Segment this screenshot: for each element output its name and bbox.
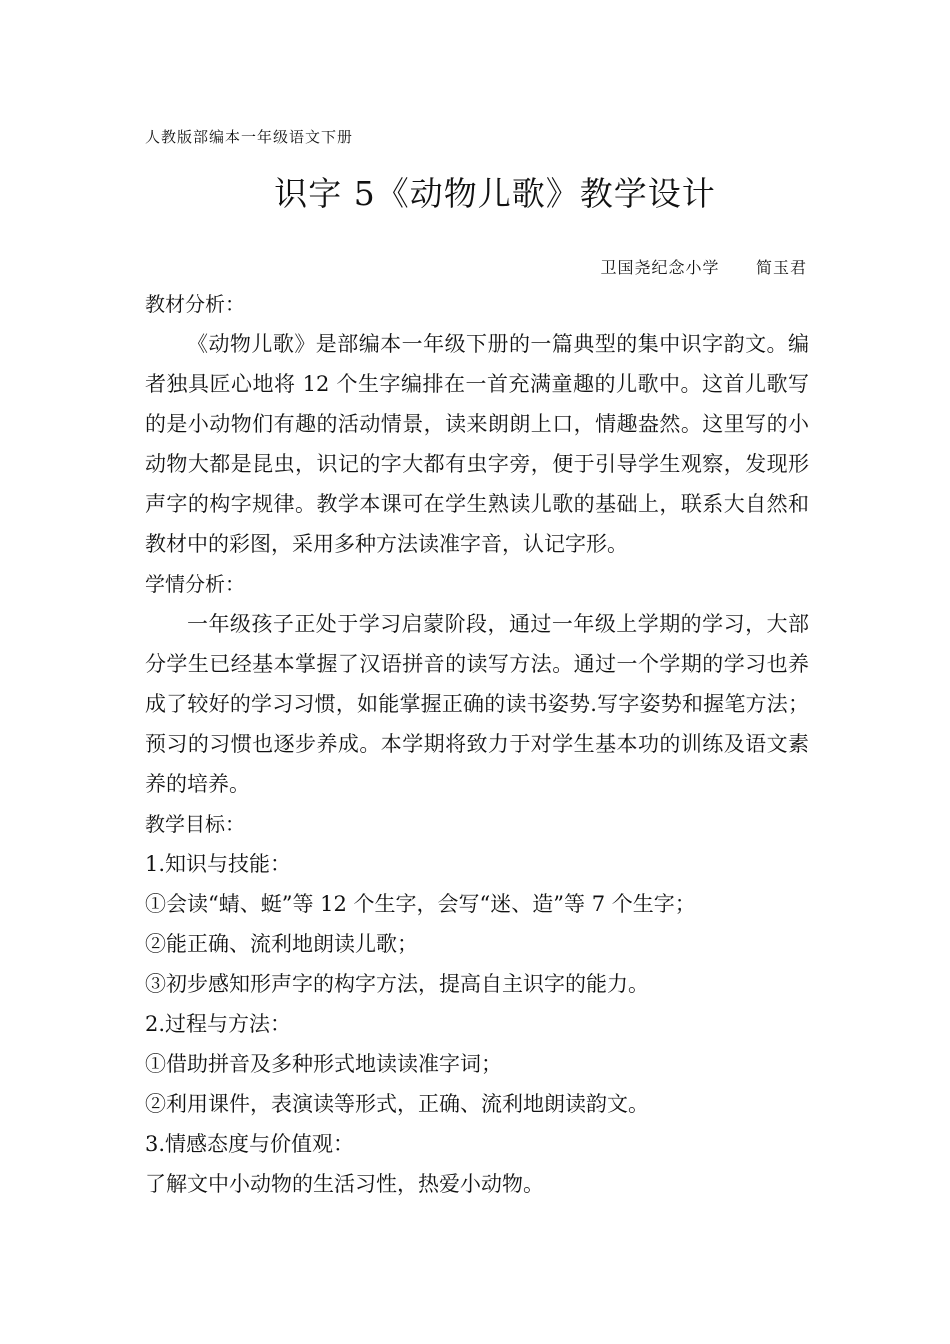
goal-knowledge-item: ③初步感知形声字的构字方法，提高自主识字的能力。 xyxy=(145,972,649,996)
textbook-note: 人教版部编本一年级语文下册 xyxy=(145,128,354,146)
goal-knowledge-heading: 1.知识与技能： xyxy=(145,852,292,876)
document-body xyxy=(145,284,809,1204)
page-title: 识字 5《动物儿歌》教学设计 xyxy=(274,174,716,213)
goal-attitude-heading: 3.情感态度与价值观： xyxy=(145,1132,355,1156)
author-byline: 卫国尧纪念小学 简玉君 xyxy=(600,258,807,277)
goal-process-heading: 2.过程与方法： xyxy=(145,1012,292,1036)
teaching-goals-heading: 教学目标： xyxy=(145,812,245,836)
material-analysis-heading: 教材分析： xyxy=(145,292,245,316)
goal-process-item: ②利用课件，表演读等形式，正确、流利地朗读韵文。 xyxy=(145,1092,649,1116)
learner-analysis-text: 一年级孩子正处于学习启蒙阶段，通过一年级上学期的学习，大部分学生已经基本掌握了汉语拼音的读写方法。通过一个学期的学习也养成了较好的学习习惯，如能掌握正确的读书姿势.写字姿势和握笔方法；预习的习惯也逐步养成。本学期将致力于对学生基本功的训练及语文素养的培养。 xyxy=(145,612,809,796)
goal-knowledge-item: ②能正确、流利地朗读儿歌； xyxy=(145,932,418,956)
goal-process-item: ①借助拼音及多种形式地读读准字词； xyxy=(145,1052,502,1076)
learner-analysis-heading: 学情分析： xyxy=(145,572,245,596)
material-analysis-text: 《动物儿歌》是部编本一年级下册的一篇典型的集中识字韵文。编者独具匠心地将 12 个生字编排在一首充满童趣的儿歌中。这首儿歌写的是小动物们有趣的活动情景，读来朗朗上口，情趣盎然。这里写的小动物大都是昆虫，识记的字大都有虫字旁，便于引导学生观察，发现形声字的构字规律。教学本课可在学生熟读儿歌的基础上，联系大自然和教材中的彩图，采用多种方法读准字音，认记字形。 xyxy=(145,332,809,556)
goal-knowledge-item: ①会读“蜻、蜓”等 12 个生字，会写“迷、造”等 7 个生字； xyxy=(145,892,696,916)
goal-attitude-item: 了解文中小动物的生活习性，热爱小动物。 xyxy=(145,1172,544,1196)
